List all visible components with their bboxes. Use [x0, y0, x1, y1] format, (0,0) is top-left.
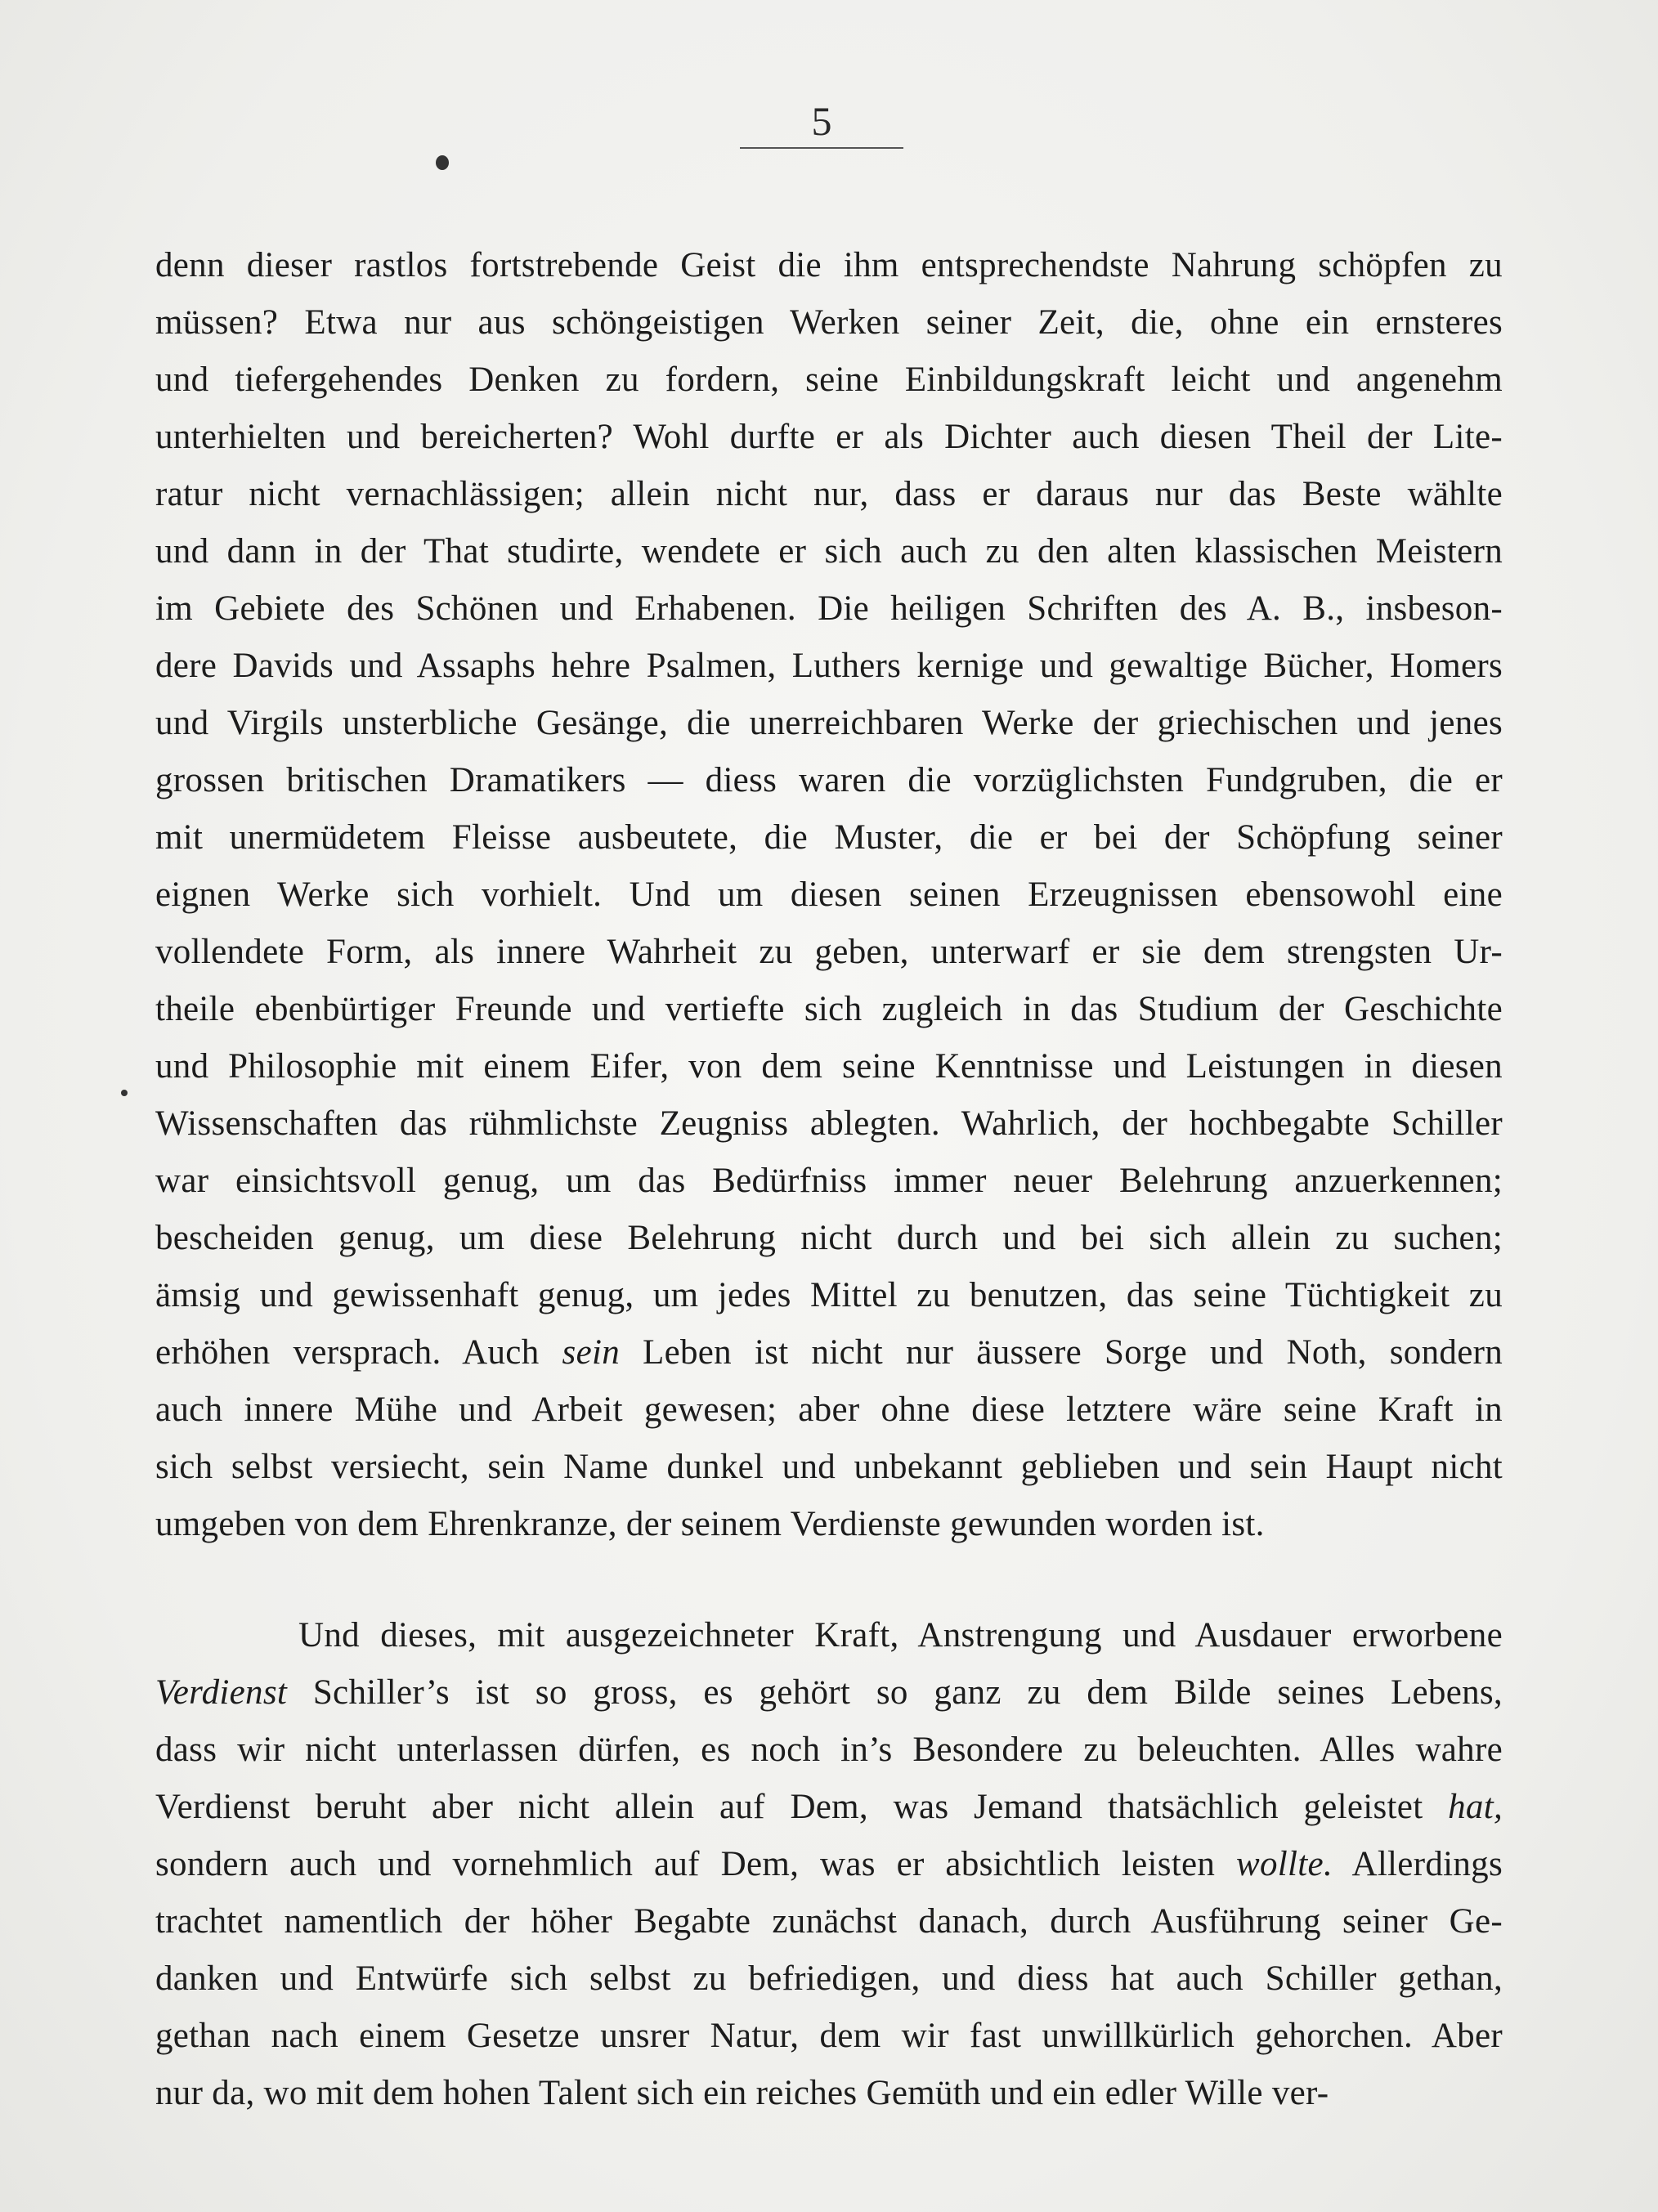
- emphasized-word: Verdienst: [155, 1673, 288, 1712]
- text-line: trachtet namentlich der höher Begabte zunächst danach, durch Ausführung seiner Ge-: [155, 1902, 1503, 1941]
- text-line: Wissenschaften das rühmlichste Zeugniss ablegten. Wahrlich, der hochbegabte Schiller: [155, 1104, 1503, 1143]
- text-line: vollendete Form, als innere Wahrheit zu geben, unterwarf er sie dem strengsten Ur-: [155, 933, 1503, 971]
- ink-speck: [436, 155, 449, 170]
- ink-speck: [121, 1090, 128, 1096]
- text-line: und Virgils unsterbliche Gesänge, die unerreichbaren Werke der griechischen und jenes: [155, 704, 1503, 742]
- emphasized-word: hat,: [1448, 1788, 1503, 1826]
- body-text: [155, 237, 1503, 2122]
- page-number-rule: [740, 147, 903, 149]
- text-line: sondern auch und vornehmlich auf Dem, was er absichtlich leisten wollte. Allerdings: [155, 1845, 1503, 1883]
- text-line: und tiefergehendes Denken zu fordern, seine Einbildungskraft leicht und angenehm: [155, 360, 1503, 399]
- text-line: Und dieses, mit ausgezeichneter Kraft, Anstrengung und Ausdauer erworbene: [298, 1616, 1503, 1655]
- text-line: ämsig und gewissenhaft genug, um jedes Mittel zu benutzen, das seine Tüchtigkeit zu: [155, 1276, 1503, 1314]
- page-number: 5: [811, 98, 832, 144]
- text-line: gethan nach einem Gesetze unsrer Natur, dem wir fast unwillkürlich gehorchen. Aber: [155, 2017, 1503, 2055]
- text-line: eignen Werke sich vorhielt. Und um diesen seinen Erzeugnissen ebensowohl eine: [155, 875, 1503, 914]
- text-line: sich selbst versiecht, sein Name dunkel und unbekannt geblieben und sein Haupt nicht: [155, 1448, 1503, 1486]
- text-line: theile ebenbürtiger Freunde und vertiefte sich zugleich in das Studium der Geschichte: [155, 990, 1503, 1028]
- paragraph: [155, 237, 1503, 1553]
- text-line: denn dieser rastlos fortstrebende Geist die ihm entsprechendste Nahrung schöpfen zu: [155, 246, 1503, 284]
- text-line: Verdienst Schiller’s ist so gross, es gehört so ganz zu dem Bilde seines Lebens,: [155, 1673, 1503, 1712]
- text-line: auch innere Mühe und Arbeit gewesen; aber ohne diese letztere wäre seine Kraft in: [155, 1390, 1503, 1429]
- emphasized-word: sein: [562, 1333, 620, 1372]
- text-line: war einsichtsvoll genug, um das Bedürfniss immer neuer Belehrung anzuerkennen;: [155, 1162, 1503, 1200]
- paragraph-gap: [155, 1553, 1503, 1607]
- text-line: Verdienst beruht aber nicht allein auf Dem, was Jemand thatsächlich geleistet hat,: [155, 1788, 1503, 1826]
- text-line: erhöhen versprach. Auch sein Leben ist nicht nur äussere Sorge und Noth, sondern: [155, 1333, 1503, 1372]
- text-line: nur da, wo mit dem hohen Talent sich ein reiches Gemüth und ein edler Wille ver-: [155, 2074, 1329, 2112]
- text-line: und dann in der That studirte, wendete er sich auch zu den alten klassischen Meistern: [155, 532, 1503, 571]
- text-line: müssen? Etwa nur aus schöngeistigen Werken seiner Zeit, die, ohne ein ernsteres: [155, 303, 1503, 342]
- emphasized-word: wollte.: [1236, 1845, 1333, 1883]
- text-line: umgeben von dem Ehrenkranze, der seinem Verdienste gewunden worden ist.: [155, 1505, 1265, 1543]
- text-line: im Gebiete des Schönen und Erhabenen. Die heiligen Schriften des A. B., insbeson-: [155, 589, 1503, 628]
- text-line: mit unermüdetem Fleisse ausbeutete, die Muster, die er bei der Schöpfung seiner: [155, 818, 1503, 857]
- text-line: und Philosophie mit einem Eifer, von dem seine Kenntnisse und Leistungen in diesen: [155, 1047, 1503, 1086]
- text-line: bescheiden genug, um diese Belehrung nicht durch und bei sich allein zu suchen;: [155, 1219, 1503, 1257]
- text-line: grossen britischen Dramatikers — diess waren die vorzüglichsten Fundgruben, die er: [155, 761, 1503, 799]
- text-line: dass wir nicht unterlassen dürfen, es noch in’s Besondere zu beleuchten. Alles wahre: [155, 1731, 1503, 1769]
- text-line: unterhielten und bereicherten? Wohl durfte er als Dichter auch diesen Theil der Lite-: [155, 418, 1503, 456]
- text-line: dere Davids und Assaphs hehre Psalmen, Luthers kernige und gewaltige Bücher, Homers: [155, 647, 1503, 685]
- text-line: danken und Entwürfe sich selbst zu befriedigen, und diess hat auch Schiller gethan,: [155, 1959, 1503, 1998]
- paragraph: [155, 1607, 1503, 2122]
- text-line: ratur nicht vernachlässigen; allein nicht nur, dass er daraus nur das Beste wählte: [155, 475, 1503, 513]
